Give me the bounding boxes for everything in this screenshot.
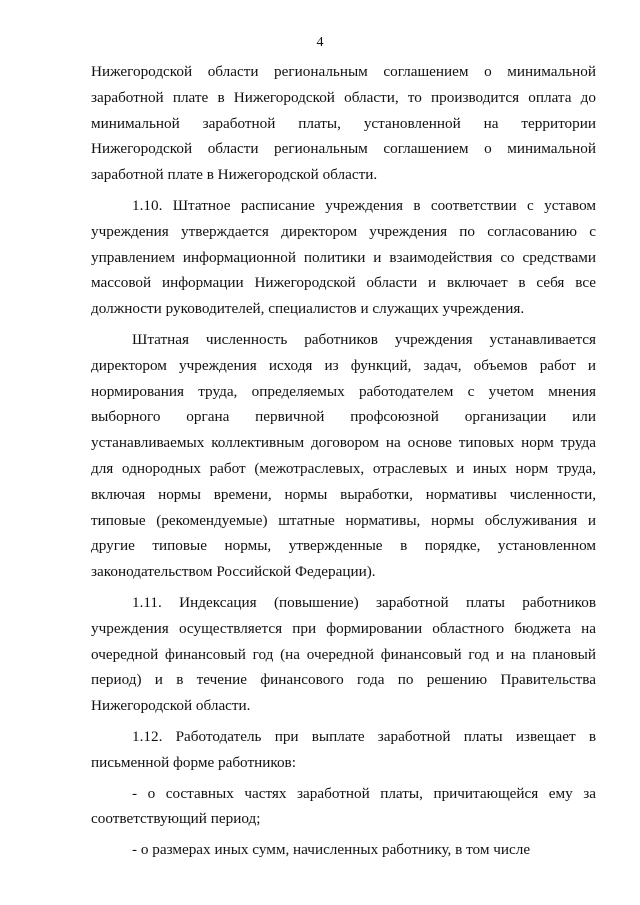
paragraph-1-11-wage-indexation: 1.11. Индексация (повышение) заработной платы работников учреждения осуществляется при формировании областного бюджета на очередной финансовый год (на очередной финансовый год и на плановый период) и в течение финансового года по решению Правительства Нижегородской области. — [91, 593, 596, 715]
list-item-wage-components: - о составных частях заработной платы, причитающейся ему за соответствующий период; — [91, 784, 596, 828]
paragraph-1-12-employer-notice: 1.12. Работодатель при выплате заработной платы извещает в письменной форме работников: — [91, 727, 596, 771]
page-number: 4 — [316, 35, 324, 50]
list-item-other-sums: - о размерах иных сумм, начисленных работнику, в том числе — [132, 841, 531, 859]
paragraph-1-10-staff-schedule: 1.10. Штатное расписание учреждения в соответствии с уставом учреждения утверждается директором учреждения по согласованию с управлением информационной политики и взаимодействия со средствами массовой информации Нижегородской области и включает в себя все должности руководителей, специалистов и служащих учреждения. — [91, 196, 596, 318]
document-body — [91, 59, 596, 863]
paragraph-staff-headcount: Штатная численность работников учреждения устанавливается директором учреждения исходя из функций, задач, объемов работ и нормирования труда, определяемых работодателем с учетом мнения выборного органа первичной профсоюзной организации или устанавливаемых коллективным договором на основе типовых норм труда для однородных работ (межотраслевых, отраслевых и иных норм труда, включая нормы времени, нормы выработки, нормативы численности, типовые (рекомендуемые) штатные нормативы, нормы обслуживания и другие типовые нормы, утвержденные в порядке, установленном законодательством Российской Федерации). — [91, 330, 596, 581]
paragraph-continuation: Нижегородской области региональным соглашением о минимальной заработной плате в Нижегородской области, то производится оплата до минимальной заработной платы, установленной на территории Нижегородской области региональным соглашением о минимальной заработной плате в Нижегородской области. — [91, 63, 596, 184]
